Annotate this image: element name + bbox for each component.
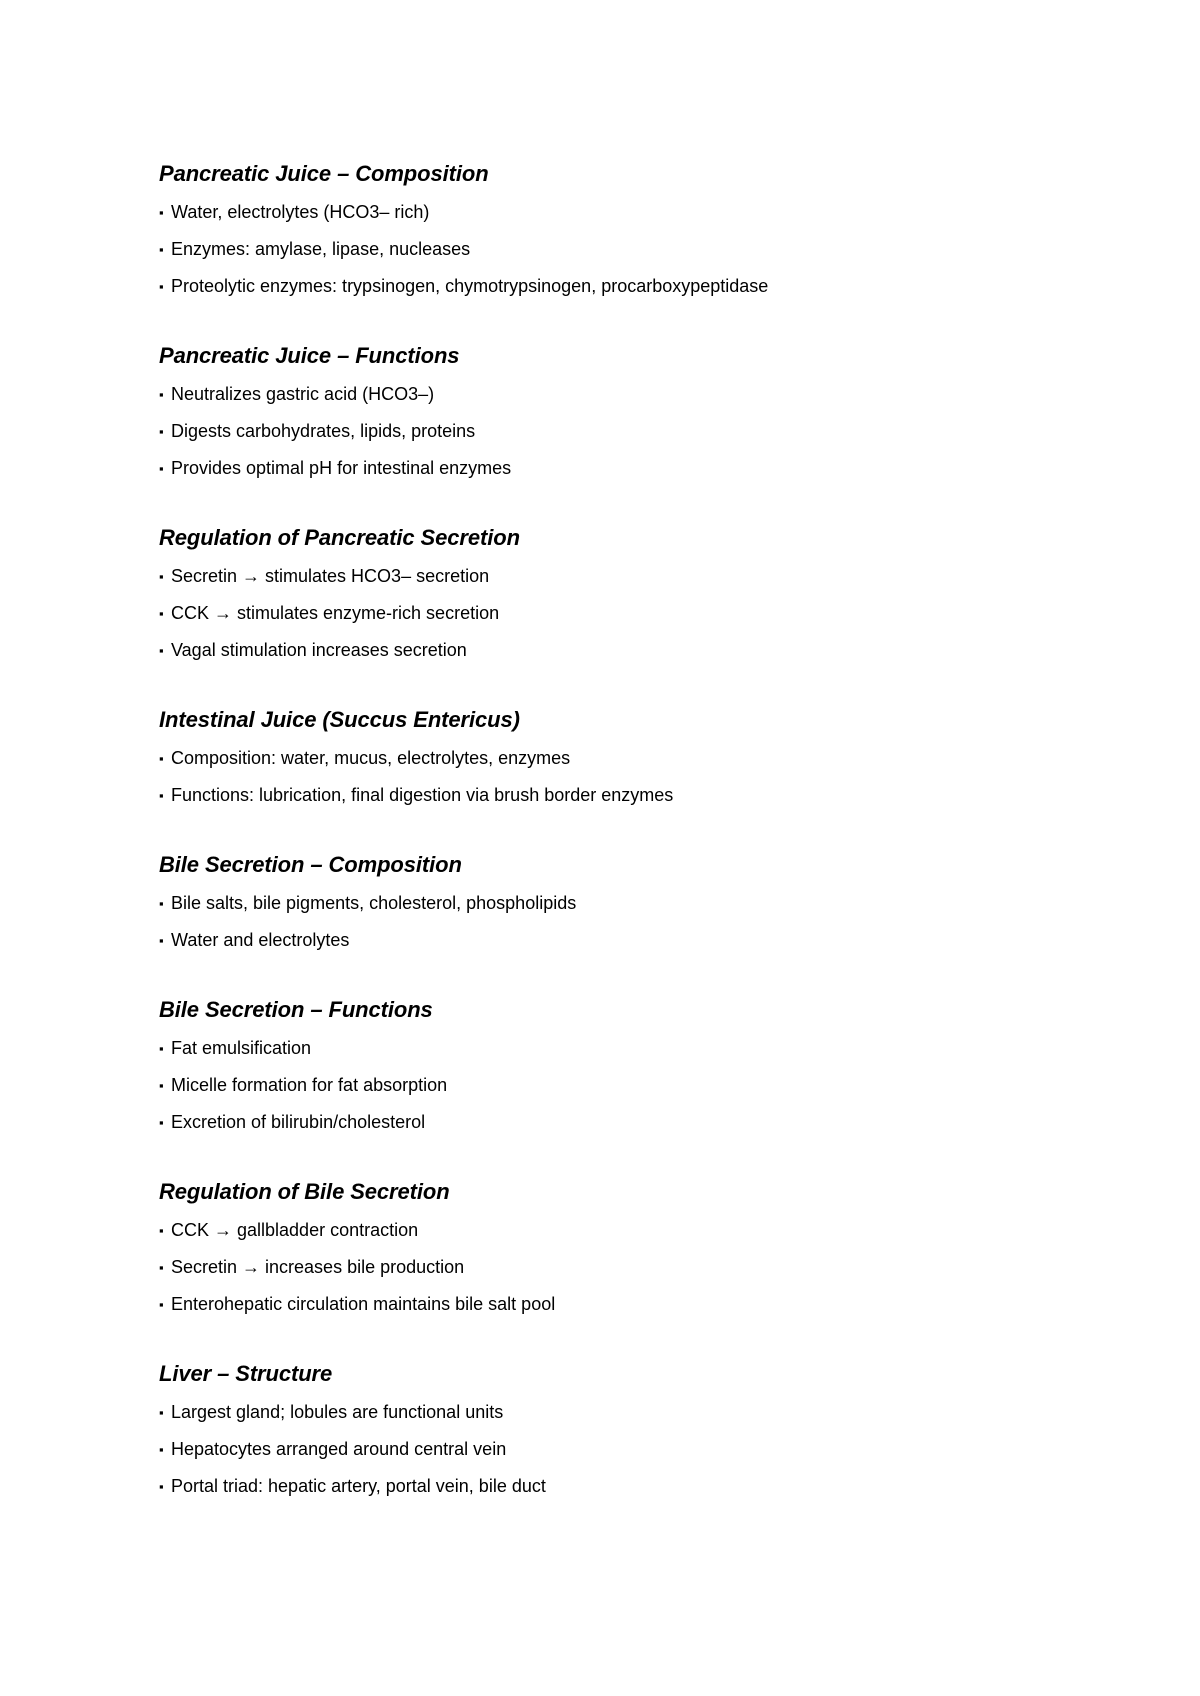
bullet-item	[159, 450, 1200, 487]
bullet-marker-icon: ▪	[159, 1223, 164, 1238]
bullet-text: Fat emulsification	[171, 1038, 312, 1058]
bullet-text: Composition: water, mucus, electrolytes, enzymes	[171, 748, 571, 768]
bullet-marker-icon: ▪	[159, 606, 164, 621]
bullet-marker-icon: ▪	[159, 1041, 164, 1056]
bullet-item	[159, 558, 1200, 595]
bullet-text: Hepatocytes arranged around central vein	[171, 1439, 507, 1459]
bullet-item	[159, 413, 1200, 450]
bullet-text: Largest gland; lobules are functional units	[171, 1402, 504, 1422]
bullet-marker-icon: ▪	[159, 279, 164, 294]
bullet-text: Functions: lubrication, final digestion via brush border enzymes	[171, 785, 674, 805]
bullet-text: Enterohepatic circulation maintains bile salt pool	[171, 1294, 556, 1314]
bullet-list	[159, 558, 1200, 669]
bullet-item	[159, 1286, 1200, 1323]
bullet-item	[159, 595, 1200, 632]
bullet-marker-icon: ▪	[159, 1115, 164, 1130]
bullet-marker-icon: ▪	[159, 933, 164, 948]
bullet-marker-icon: ▪	[159, 1479, 164, 1494]
bullet-list	[159, 376, 1200, 487]
notes-section	[159, 1176, 1200, 1323]
section-heading: Bile Secretion – Composition	[159, 852, 462, 877]
notes-content	[159, 158, 1200, 1505]
section-heading: Liver – Structure	[159, 1361, 333, 1386]
bullet-list	[159, 1212, 1200, 1323]
bullet-item	[159, 740, 1200, 777]
bullet-text: Micelle formation for fat absorption	[171, 1075, 448, 1095]
bullet-item	[159, 777, 1200, 814]
section-heading: Pancreatic Juice – Composition	[159, 161, 489, 186]
bullet-text: Excretion of bilirubin/cholesterol	[171, 1112, 426, 1132]
bullet-text: Proteolytic enzymes: trypsinogen, chymotrypsinogen, procarboxypeptidase	[171, 276, 769, 296]
notes-section	[159, 158, 1200, 305]
bullet-text: Bile salts, bile pigments, cholesterol, phospholipids	[171, 893, 577, 913]
bullet-text: Neutralizes gastric acid (HCO3–)	[171, 384, 435, 404]
bullet-marker-icon: ▪	[159, 1442, 164, 1457]
bullet-text: Enzymes: amylase, lipase, nucleases	[171, 239, 471, 259]
bullet-marker-icon: ▪	[159, 1078, 164, 1093]
bullet-text: Water and electrolytes	[171, 930, 350, 950]
bullet-item	[159, 1067, 1200, 1104]
bullet-item	[159, 1394, 1200, 1431]
section-heading: Bile Secretion – Functions	[159, 997, 433, 1022]
bullet-item	[159, 1212, 1200, 1249]
bullet-marker-icon: ▪	[159, 205, 164, 220]
notes-section	[159, 1358, 1200, 1505]
notes-section	[159, 704, 1200, 814]
bullet-item	[159, 1030, 1200, 1067]
bullet-list	[159, 194, 1200, 305]
bullet-item	[159, 376, 1200, 413]
section-heading: Pancreatic Juice – Functions	[159, 343, 460, 368]
notes-section	[159, 340, 1200, 487]
bullet-list	[159, 885, 1200, 959]
section-heading: Intestinal Juice (Succus Entericus)	[159, 707, 520, 732]
bullet-marker-icon: ▪	[159, 569, 164, 584]
bullet-list	[159, 1394, 1200, 1505]
bullet-text: Secretin → stimulates HCO3– secretion	[171, 566, 490, 586]
bullet-list	[159, 740, 1200, 814]
notes-section	[159, 849, 1200, 959]
bullet-item	[159, 1468, 1200, 1505]
notes-section	[159, 994, 1200, 1141]
bullet-text: Water, electrolytes (HCO3– rich)	[171, 202, 430, 222]
bullet-marker-icon: ▪	[159, 242, 164, 257]
bullet-text: Secretin → increases bile production	[171, 1257, 465, 1277]
bullet-list	[159, 1030, 1200, 1141]
bullet-text: Provides optimal pH for intestinal enzymes	[171, 458, 512, 478]
bullet-text: CCK → gallbladder contraction	[171, 1220, 419, 1240]
bullet-marker-icon: ▪	[159, 1260, 164, 1275]
bullet-marker-icon: ▪	[159, 424, 164, 439]
bullet-marker-icon: ▪	[159, 788, 164, 803]
bullet-item	[159, 885, 1200, 922]
bullet-text: CCK → stimulates enzyme-rich secretion	[171, 603, 500, 623]
bullet-text: Vagal stimulation increases secretion	[171, 640, 467, 660]
bullet-item	[159, 1431, 1200, 1468]
bullet-marker-icon: ▪	[159, 1297, 164, 1312]
bullet-marker-icon: ▪	[159, 643, 164, 658]
notes-section	[159, 522, 1200, 669]
section-heading: Regulation of Pancreatic Secretion	[159, 525, 520, 550]
bullet-item	[159, 1104, 1200, 1141]
bullet-text: Portal triad: hepatic artery, portal vein, bile duct	[171, 1476, 546, 1496]
bullet-item	[159, 268, 1200, 305]
bullet-marker-icon: ▪	[159, 896, 164, 911]
section-heading: Regulation of Bile Secretion	[159, 1179, 450, 1204]
bullet-item	[159, 231, 1200, 268]
bullet-item	[159, 632, 1200, 669]
bullet-item	[159, 922, 1200, 959]
bullet-item	[159, 194, 1200, 231]
bullet-item	[159, 1249, 1200, 1286]
bullet-text: Digests carbohydrates, lipids, proteins	[171, 421, 476, 441]
bullet-marker-icon: ▪	[159, 751, 164, 766]
bullet-marker-icon: ▪	[159, 387, 164, 402]
bullet-marker-icon: ▪	[159, 461, 164, 476]
bullet-marker-icon: ▪	[159, 1405, 164, 1420]
